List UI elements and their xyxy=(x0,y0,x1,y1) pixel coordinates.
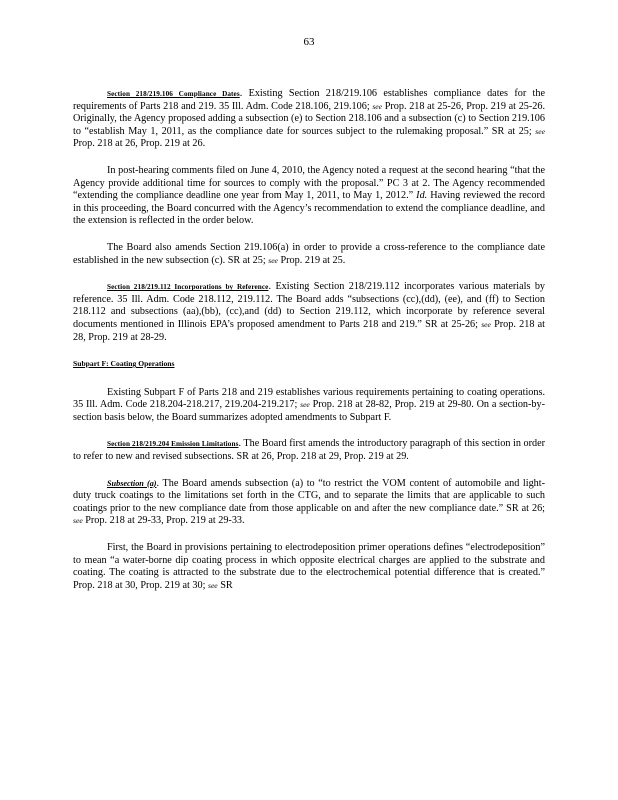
section-heading: Section 218/219.106 Compliance Dates xyxy=(107,90,240,98)
subpart-heading: Subpart F: Coating Operations xyxy=(73,359,175,369)
subpart-heading-block xyxy=(73,358,545,387)
paragraph-subpart-f-overview: Existing Subpart F of Parts 218 and 219 establishes various requirements pertaining to coating operations. 35 Ill. Adm. Code 218.204-218.217, 219.204-219.217; see Prop. 218 at 28-82, Prop. 219 at 29-80. On a section-by-section basis below, the Board summarizes adopted amendments to Subpart F. xyxy=(73,386,545,423)
section-heading: Section 218/219.204 Emission Limitations xyxy=(107,440,239,449)
paragraph-subsection-a: Subsection (a). The Board amends subsection (a) to “to restrict the VOM content of automobile and light-duty truck coatings to the limitations set forth in the CTG, and to separate the limits that are applicable to such coatings prior to the new compliance date from those applicable on and after the new compliance date.” SR at 26; see Prop. 218 at 29-33, Prop. 219 at 29-33. xyxy=(73,477,545,527)
subsection-heading: Subsection (a) xyxy=(107,478,157,488)
paragraph-post-hearing-comments: In post-hearing comments filed on June 4, 2010, the Agency noted a request at the second hearing “that the Agency provide additional time for sources to comply with the proposal.” PC 3 at 2. The Agency recommended “extending the compliance deadline one year from May 1, 2011, to May 1, 2012.” Id. Having reviewed the record in this proceeding, the Board concurred with the Agency’s recommendation to extend the compliance deadline, and the extension is reflected in the order below. xyxy=(73,164,545,227)
paragraph-section-218-219-204: Section 218/219.204 Emission Limitations. The Board first amends the introductory paragraph of this section in order to refer to new and revised subsections. SR at 26, Prop. 218 at 29, Prop. 219 at 29. xyxy=(73,438,545,463)
paragraph-electrodeposition: First, the Board in provisions pertaining to electrodeposition primer operations defines “electrodeposition” to mean “a water-borne dip coating process in which opposite electrical charges are applied to the substrate and coating. The coating is attracted to the substrate due to the electrochemical potential difference that is created.” Prop. 218 at 30, Prop. 219 at 30; see SR xyxy=(73,542,545,591)
section-heading: Section 218/219.112 Incorporations by Reference xyxy=(107,283,269,292)
page-number: 63 xyxy=(303,36,315,48)
document-body xyxy=(73,88,545,604)
paragraph-board-amends-219-106a: The Board also amends Section 219.106(a) in order to provide a cross-reference to the compliance date established in the new subsection (c). SR at 25; see Prop. 219 at 25. xyxy=(73,241,545,266)
paragraph-section-218-219-112: Section 218/219.112 Incorporations by Reference. Existing Section 218/219.112 incorporates various materials by reference. 35 Ill. Adm. Code 218.112, 219.112. The Board adds “subsections (cc),(dd), (ee), and (ff) to Section 218.112 and subsections (aa),(bb), (cc),and (dd) to Section 219.112, which incorporate by reference several documents mentioned in Illinois EPA’s proposed amendment to Parts 218 and 219.” SR at 25-26; see Prop. 218 at 28, Prop. 219 at 28-29. xyxy=(73,281,546,343)
paragraph-text: Existing Section 218/219.106 establishes compliance dates for the requirements of Parts 218 and 219. 35 Ill. Adm. Code 218.106, 219.106; see Prop. 218 at 25-26, Prop. 219 at 25-26. Originally, the Agency proposed adding a subsection (e) to Section 218.106 and a subsection (c) to Section 219.106 to “establish May 1, 2011, as the compliance date for sources subject to the rulemaking proposal.” SR at 25; see Prop. 218 at 26, Prop. 219 at 26. xyxy=(73,88,546,150)
paragraph-section-218-219-106: Section 218/219.106 Compliance Dates. Existing Section 218/219.106 establishes compliance dates for the requirements of Parts 218 and 219. 35 Ill. Adm. Code 218.106, 219.106; see Prop. 218 at 25-26, Prop. 219 at 25-26. Originally, the Agency proposed adding a subsection (e) to Section 218.106 and a subsection (c) to Section 219.106 to “establish May 1, 2011, as the compliance date for sources subject to the rulemaking proposal.” SR at 25; see Prop. 218 at 26, Prop. 219 at 26. xyxy=(73,88,546,150)
